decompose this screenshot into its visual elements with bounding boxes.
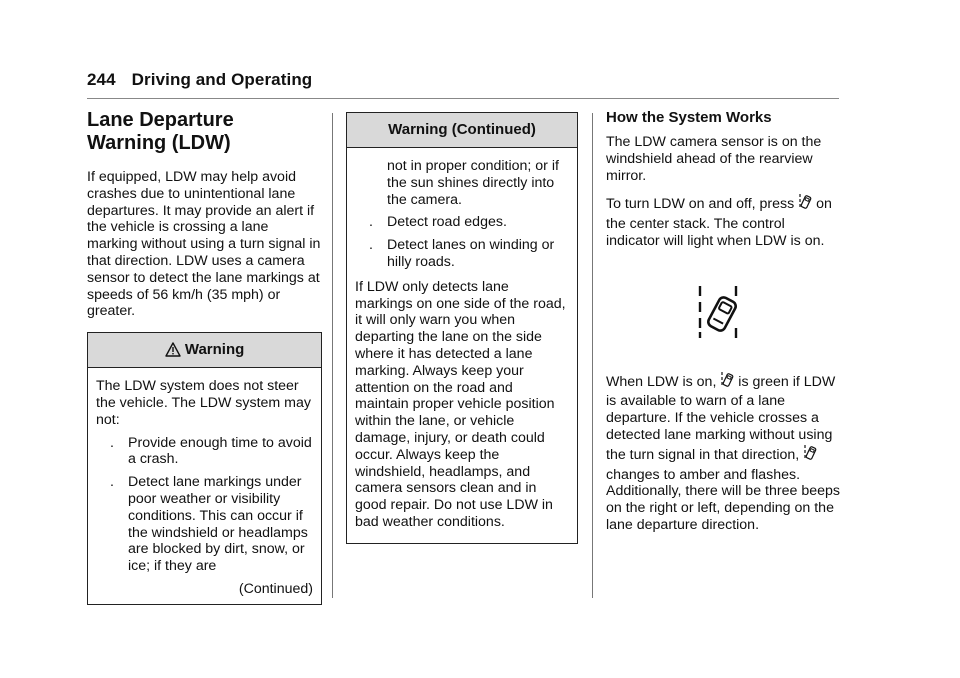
- column-3: [606, 109, 841, 543]
- lane-departure-icon: [696, 284, 841, 345]
- list-item: . Detect road edges.: [355, 214, 569, 231]
- list-item-text: Detect lane markings under poor weather or visibility conditions. This can occur if the windshield or headlamps are blocked by dirt, snow, or ice; if they are: [128, 474, 308, 575]
- column-divider: [332, 113, 333, 598]
- paragraph: The LDW camera sensor is on the windshield ahead of the rearview mirror.: [606, 134, 822, 184]
- warning-box-continued: [346, 112, 578, 544]
- warning-closing-text: If LDW only detects lane markings on one side of the road, it will only warn you when departing the lane on the side where it has detected a lane marking. Always keep your attention on the road and maintain proper vehicle position within the lane, or vehicle damage, injury, or death could occur. Always keep the windshield, headlamps, and camera sensors clean and in good repair. Do not use LDW in bad weather conditions.: [355, 278, 566, 530]
- intro-paragraph: If equipped, LDW may help avoid crashes due to unintentional lane departures. It may provide an alert if the vehicle is crossing a lane marking without using a turn signal in that direction. LDW uses a camera sensor to detect the lane markings at speeds of 56 km/h (35 mph) or greater.: [87, 169, 321, 320]
- column-1: [87, 109, 322, 605]
- heading-line-2: Warning (LDW): [87, 132, 231, 154]
- warning-body: [88, 368, 321, 604]
- list-item: . Detect lanes on winding or hilly roads.: [355, 237, 569, 271]
- lane-departure-icon: [803, 444, 817, 467]
- warning-triangle-icon: [165, 336, 181, 370]
- lane-departure-icon: [798, 193, 812, 216]
- warning-header: [88, 333, 321, 368]
- list-item: . Detect lane markings under poor weather or visibility conditions. This can occur if the windshield or headlamps are blocked by dirt, snow, or ice; if they are: [96, 474, 313, 575]
- warning-header: Warning (Continued): [347, 113, 577, 148]
- warning-title: Warning: [184, 341, 245, 359]
- warning-box: [87, 332, 322, 605]
- page-number: 244: [87, 70, 116, 89]
- subsection-heading: How the System Works: [606, 109, 772, 126]
- list-item-text: Provide enough time to avoid a crash.: [128, 434, 312, 468]
- continued-label: (Continued): [238, 580, 313, 597]
- list-item: . Provide enough time to avoid a crash.: [110, 434, 312, 468]
- list-item-text: Detect lanes on winding or hilly roads.: [387, 237, 555, 270]
- warning-text: The LDW system does not steer the vehicle. The LDW system may not:: [96, 378, 311, 428]
- page-header: [87, 70, 312, 90]
- section-heading: [87, 109, 322, 155]
- list-item-text: Detect road edges.: [387, 214, 507, 231]
- warning-body: [347, 148, 577, 543]
- heading-line-1: Lane Departure: [87, 109, 234, 131]
- lane-departure-icon: [720, 371, 734, 394]
- header-rule: [87, 98, 839, 99]
- column-2: [346, 112, 578, 544]
- column-divider: [592, 113, 593, 598]
- section-title: Driving and Operating: [131, 70, 313, 89]
- continuation-text: not in proper condition; or if the sun shines directly into the camera.: [387, 158, 559, 208]
- paragraph: When LDW is on, is green if LDW is available to warn of a lane departure. If the vehicle crosses a detected lane marking without using the turn signal in that direction, changes to amber and flashes. Additionally, there will be three beeps on the right or left, depending on the lane departure direction.: [606, 371, 841, 534]
- paragraph: To turn LDW on and off, press on the center stack. The control indicator will light when LDW is on.: [606, 193, 841, 249]
